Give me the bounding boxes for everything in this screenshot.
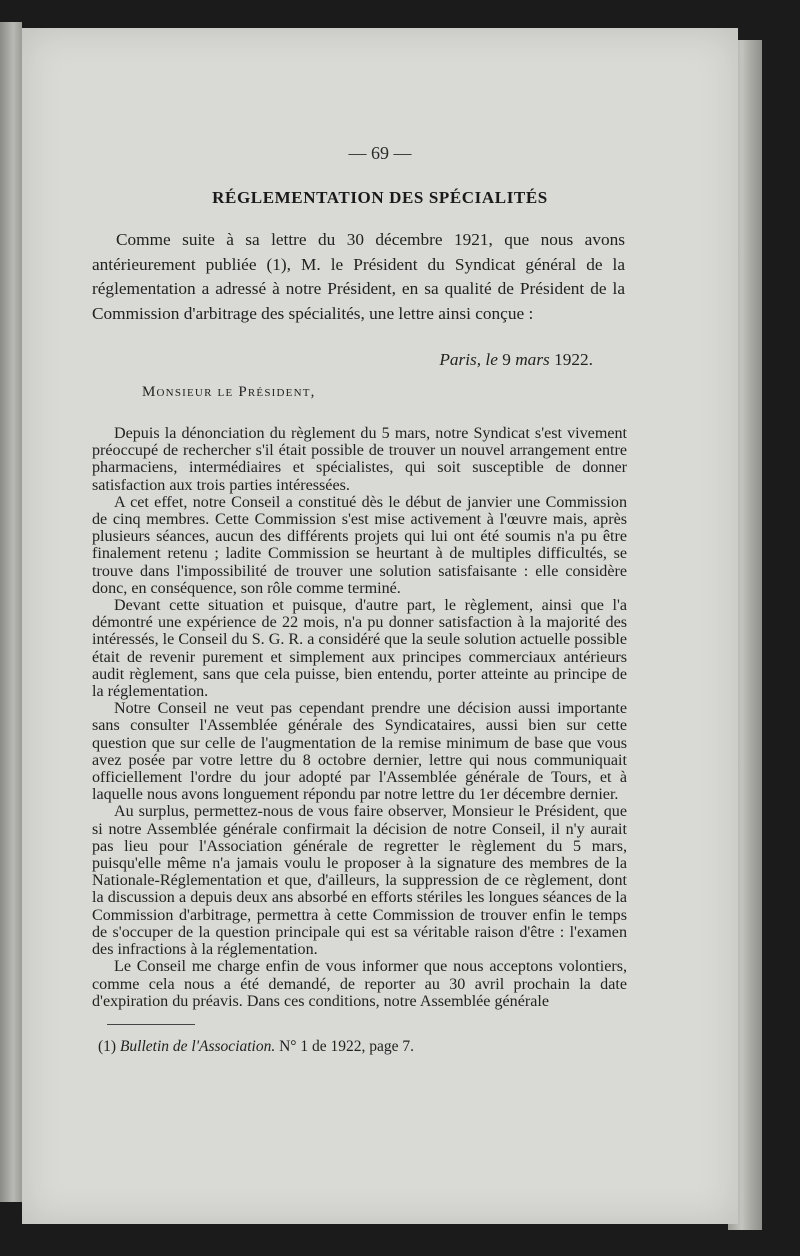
footnote-ref: N° 1 de 1922, page 7. bbox=[279, 1038, 415, 1055]
document-page bbox=[22, 28, 738, 1224]
footnote bbox=[98, 1038, 414, 1056]
page-title: RÉGLEMENTATION DES SPÉCIALITÉS bbox=[212, 188, 548, 207]
left-page-edge bbox=[0, 22, 22, 1202]
letter-salutation: Monsieur le Président, bbox=[142, 384, 316, 400]
page-number: — 69 — bbox=[348, 143, 412, 163]
letter-paragraph: Notre Conseil ne veut pas cependant prendre une décision aussi importante sans consulter l'Assemblée générale des Syndicataires, aussi bien sur cette question que sur celle de l'augmentation de la remise minimum de base que vous avez posée par votre lettre du 8 octobre dernier, lettre qui nous communiquait officiellement l'ordre du jour adopté par l'Assemblée générale de Tours, et à laquelle nous avons longuement répondu par notre lettre du 1er décembre dernier. bbox=[92, 700, 627, 804]
letter-body bbox=[92, 425, 627, 1010]
letter-paragraph: A cet effet, notre Conseil a constitué dès le début de janvier une Commission de cinq membres. Cette Commission s'est mise activement à l'œuvre mais, après plusieurs séances, aucun des différents projets qui lui ont été soumis n'a pu être finalement retenu ; ladite Commission se heurtant à de multiples difficultés, se trouve dans l'impossibilité de trouver une solution satisfaisante : elle considère donc, en conséquence, son rôle comme terminé. bbox=[92, 493, 627, 597]
letter-paragraph: Depuis la dénonciation du règlement du 5 mars, notre Syndicat s'est vivement préoccupé de rechercher s'il était possible de trouver un nouvel arrangement entre pharmaciens, intermédiaires et spécialistes, qui soit susceptible de donner satisfaction aux trois parties intéressées. bbox=[92, 425, 627, 494]
letter-paragraph: Devant cette situation et puisque, d'autre part, le règlement, ainsi que l'a démontré une expérience de 22 mois, n'a pu donner satisfaction à la majorité des intéressés, le Conseil du S. G. R. a considéré que la seule solution actuelle possible était de revenir purement et simplement aux principes commerciaux antérieurs audit règlement, sans que cela puisse, bien entendu, porter atteinte au principe de la réglementation. bbox=[92, 597, 627, 701]
letter-paragraph: Au surplus, permettez-nous de vous faire observer, Monsieur le Président, que si notre Assemblée générale confirmait la décision de notre Conseil, il n'y aurait pas lieu pour l'Association générale de regretter le règlement du 5 mars, puisqu'elle même n'a jamais voulu le proposer à la signature des membres de la Nationale-Réglementation et que, d'ailleurs, la suppression de ce règlement, dont la discussion a depuis deux ans absorbé en efforts stériles les longues séances de la Commission d'arbitrage, permettra à cette Commission de trouver enfin le temps de s'occuper de la question principale qui est sa véritable raison d'être : l'examen des infractions à la réglementation. bbox=[92, 803, 627, 959]
footnote-rule bbox=[107, 1024, 195, 1025]
dateline-month: mars bbox=[515, 350, 550, 369]
dateline-day: 9 bbox=[502, 350, 511, 369]
footnote-source: Bulletin de l'Association. bbox=[119, 1038, 276, 1055]
dateline-prefix: le bbox=[485, 350, 498, 369]
dateline-place: Paris, bbox=[439, 350, 482, 369]
letter-paragraph: Le Conseil me charge enfin de vous informer que nous acceptons volontiers, comme cela nous a été demandé, de reporter au 30 avril prochain la date d'expiration du préavis. Dans ces conditions, notre Assemblée générale bbox=[92, 958, 627, 1010]
intro-paragraph: Comme suite à sa lettre du 30 décembre 1921, que nous avons antérieurement publiée (1), M. le Président du Syndicat général de la réglementation a adressé à notre Président, en sa qualité de Président de la Commission d'arbitrage des spécialités, une lettre ainsi conçue : bbox=[92, 230, 625, 323]
letter-dateline bbox=[439, 350, 593, 370]
footnote-marker: (1) bbox=[98, 1038, 117, 1055]
dateline-year: 1922. bbox=[554, 350, 593, 369]
